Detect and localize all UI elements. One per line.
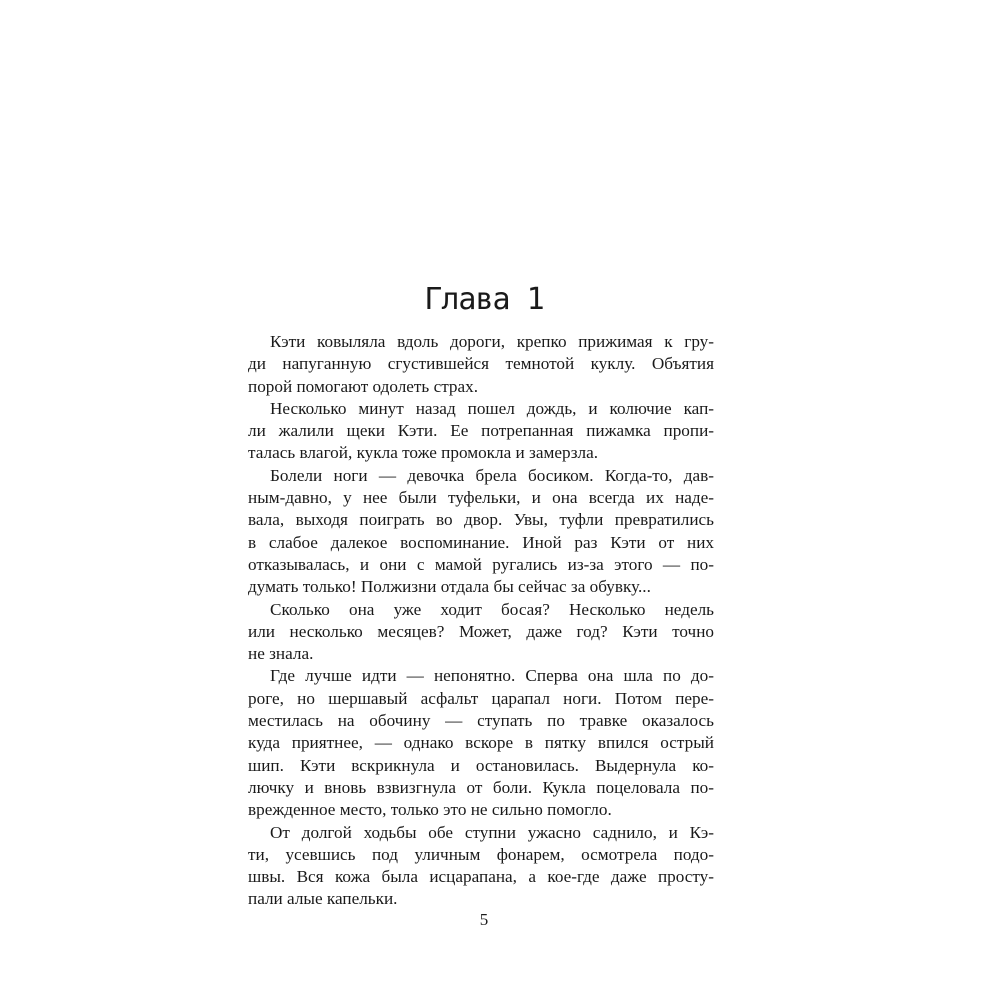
text-line: вала, выходя поиграть во двор. Увы, туфли превратились bbox=[248, 510, 714, 530]
chapter-text bbox=[248, 331, 714, 911]
text-line: пали алые капельки. bbox=[248, 889, 398, 909]
text-line: в слабое далекое воспоминание. Иной раз Кэти от них bbox=[248, 532, 714, 552]
chapter-title: Глава 1 bbox=[424, 282, 544, 317]
text-line: не знала. bbox=[248, 644, 314, 664]
text-line: врежденное место, только это не сильно помогло. bbox=[248, 800, 612, 820]
text-line: куда приятнее, — однако вскоре в пятку впился острый bbox=[248, 733, 714, 753]
text-line: думать только! Полжизни отдала бы сейчас за обувку... bbox=[248, 577, 651, 597]
text-line: порой помогают одолеть страх. bbox=[248, 376, 479, 396]
text-line: Сколько она уже ходит босая? Несколько недель bbox=[270, 599, 714, 619]
text-line: Где лучше идти — непонятно. Сперва она шла по до- bbox=[270, 666, 714, 686]
text-line: ным-давно, у нее были туфельки, и она всегда их наде- bbox=[248, 488, 714, 508]
text-line: отказывалась, и они с мамой ругались из-за этого — по- bbox=[248, 554, 714, 574]
text-line: швы. Вся кожа была исцарапана, а кое-где даже просту- bbox=[248, 867, 714, 887]
page-number: 5 bbox=[479, 910, 489, 929]
text-line: От долгой ходьбы обе ступни ужасно саднило, и Кэ- bbox=[270, 822, 714, 842]
text-line: Несколько минут назад пошел дождь, и колючие кап- bbox=[270, 398, 714, 418]
text-line: шип. Кэти вскрикнула и остановилась. Выдернула ко- bbox=[248, 755, 714, 775]
text-line: Кэти ковыляла вдоль дороги, крепко прижимая к гру- bbox=[270, 332, 714, 351]
text-line: или несколько месяцев? Может, даже год? Кэти точно bbox=[248, 621, 714, 641]
text-line: Болели ноги — девочка брела босиком. Когда-то, дав- bbox=[270, 465, 714, 485]
text-line: талась влагой, кукла тоже промокла и замерзла. bbox=[248, 443, 599, 463]
text-line: местилась на обочину — ступать по травке оказалось bbox=[248, 711, 714, 731]
text-line: ди напуганную сгустившейся темнотой куклу. Объятия bbox=[248, 354, 714, 374]
text-line: роге, но шершавый асфальт царапал ноги. Потом пере- bbox=[248, 688, 714, 708]
text-line: ти, усевшись под уличным фонарем, осмотрела подо- bbox=[248, 844, 714, 864]
text-line: ли жалили щеки Кэти. Ее потрепанная пижамка пропи- bbox=[248, 421, 714, 441]
text-line: лючку и вновь взвизгнула от боли. Кукла поцеловала по- bbox=[248, 777, 714, 797]
